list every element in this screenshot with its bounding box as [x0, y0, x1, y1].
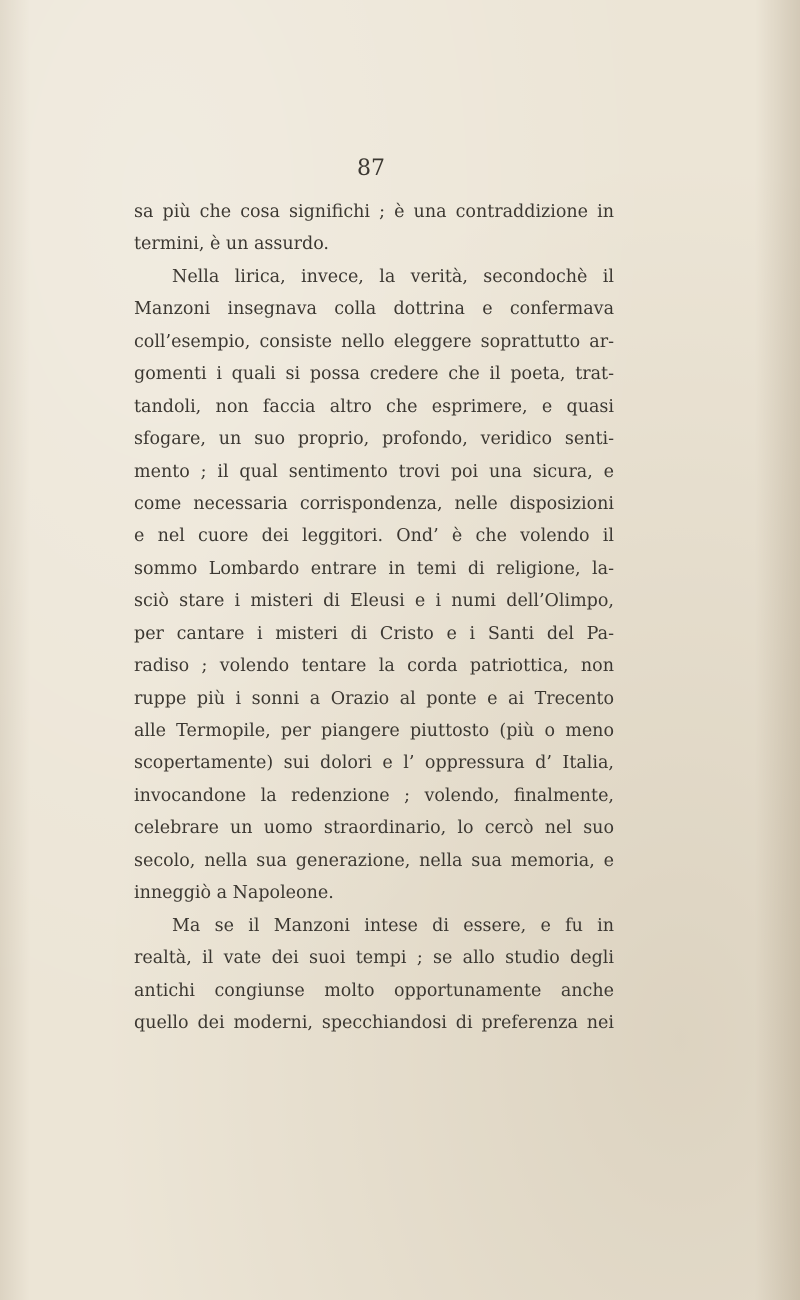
- text-line: Ma se il Manzoni intese di essere, e fu in: [172, 915, 614, 936]
- text-line: antichi congiunse molto opportunamente anche: [134, 980, 614, 1001]
- text-line: sommo Lombardo entrare in temi di religione, la-: [134, 558, 614, 579]
- text-line: celebrare un uomo straordinario, lo cercò nel suo: [134, 818, 614, 839]
- text-line: Nella lirica, invece, la verità, secondochè il: [172, 266, 614, 287]
- text-line: invocandone la redenzione ; volendo, finalmente,: [134, 785, 614, 806]
- text-line: Manzoni insegnava colla dottrina e confermava: [134, 299, 614, 320]
- text-line: inneggiò a Napoleone.: [134, 883, 334, 904]
- text-line: tandoli, non faccia altro che esprimere, e quasi: [134, 396, 614, 417]
- text-line: secolo, nella sua generazione, nella sua memoria, e: [134, 850, 614, 871]
- text-line: coll’esempio, consiste nello eleggere soprattutto ar-: [134, 331, 614, 352]
- text-line: sa più che cosa significhi ; è una contraddizione in: [134, 202, 614, 222]
- text-line: e nel cuore dei leggitori. Ond’ è che volendo il: [134, 526, 614, 547]
- text-line: termini, è un assurdo.: [134, 234, 329, 255]
- text-line: per cantare i misteri di Cristo e i Santi del Pa-: [134, 623, 614, 644]
- text-line: scopertamente) sui dolori e l’ oppressura d’ Italia,: [134, 753, 614, 774]
- text-line: radiso ; volendo tentare la corda patriottica, non: [134, 656, 614, 677]
- page-number: 87: [357, 156, 385, 181]
- text-line: alle Termopile, per piangere piuttosto (più o meno: [134, 721, 614, 741]
- text-line: realtà, il vate dei suoi tempi ; se allo studio degli: [134, 948, 614, 969]
- text-line: ruppe più i sonni a Orazio al ponte e ai Trecento: [134, 688, 614, 709]
- text-line: gomenti i quali si possa credere che il poeta, trat-: [134, 364, 614, 385]
- text-line: mento ; il qual sentimento trovi poi una sicura, e: [134, 461, 614, 482]
- body-text: [134, 196, 614, 1039]
- text-line: sfogare, un suo proprio, profondo, veridico senti-: [134, 429, 614, 450]
- text-line: sciò stare i misteri di Eleusi e i numi dell’Olimpo,: [134, 591, 614, 612]
- text-line: quello dei moderni, specchiandosi di preferenza nei: [134, 1012, 614, 1033]
- text-line: come necessaria corrispondenza, nelle disposizioni: [134, 493, 614, 514]
